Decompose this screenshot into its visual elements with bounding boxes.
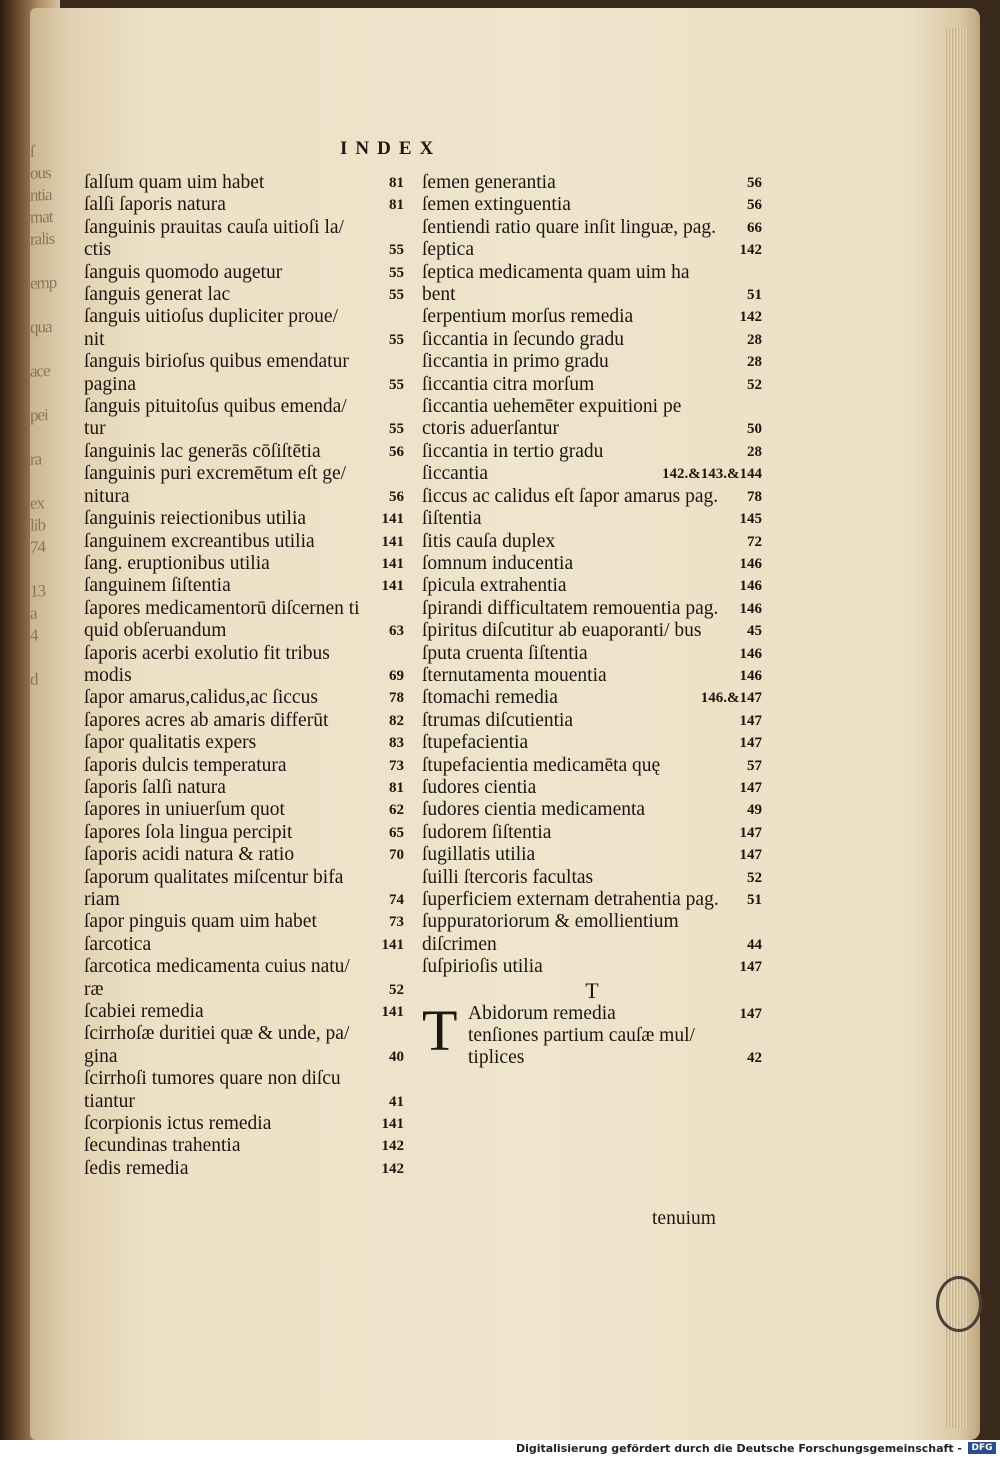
- index-entry: [84, 508, 404, 530]
- entry-term: ſuperficiem externam detrahentia pag.: [422, 889, 719, 910]
- entry-term: ſcirrhoſi tumores quare non diſcu tiantur: [84, 1068, 341, 1112]
- entry-term: ſanguinis prauitas cauſa uitioſi la/ ctis: [84, 216, 344, 261]
- index-entry: [422, 777, 762, 799]
- entry-page-number: 44: [747, 936, 762, 953]
- index-entry: [84, 822, 404, 844]
- entry-page-number: 62: [389, 802, 404, 819]
- entry-page-number: 42: [747, 1050, 762, 1067]
- entry-page-number: 70: [389, 847, 404, 864]
- entry-page-number: 141: [381, 1004, 404, 1021]
- entry-page-number: 73: [389, 914, 404, 931]
- entry-page-number: 56: [389, 488, 404, 505]
- index-entry: [84, 306, 404, 351]
- index-entry: [422, 620, 762, 642]
- entry-term: ſanguinis puri excremētum eſt ge/ nitura: [84, 463, 347, 507]
- entry-term: ſuſpirioſis utilia: [422, 956, 543, 978]
- entry-term: ſapores in uniuerſum quot: [84, 799, 285, 821]
- entry-term: ſapores medicamentorū diſcernen ti quid obſeruandum: [84, 597, 360, 642]
- entry-term: ſedis remedia: [84, 1157, 189, 1179]
- entry-page-number: 146: [739, 600, 762, 617]
- index-entry: [422, 665, 762, 687]
- entry-term: ſapores acres ab amaris differūt: [84, 709, 329, 731]
- entry-term: ſudores cientia: [422, 776, 537, 798]
- entry-term: ſapor qualitatis expers: [84, 732, 257, 754]
- entry-term: ſtupefacientia: [422, 732, 529, 754]
- index-entry: [422, 217, 762, 239]
- entry-term: ſputa cruenta ſiſtentia: [422, 642, 588, 664]
- entry-term: ſalſi ſaporis natura: [84, 194, 226, 216]
- entry-page-number: 52: [747, 869, 762, 886]
- entry-term: ſang. eruptionibus utilia: [84, 552, 270, 574]
- index-entry: [422, 643, 762, 665]
- entry-page-number: 146: [739, 555, 762, 572]
- index-entry: [84, 1001, 404, 1023]
- index-entry: [84, 956, 404, 1001]
- index-entry: [422, 194, 762, 216]
- entry-page-number: 82: [389, 712, 404, 729]
- index-entry: [422, 441, 762, 463]
- entry-page-number: 72: [747, 533, 762, 550]
- entry-term: ſentiendi ratio quare inſit linguæ, pag.: [422, 216, 717, 238]
- page-stack-edges: [946, 28, 968, 1428]
- entry-page-number: 56: [389, 443, 404, 460]
- index-entry: [84, 911, 404, 933]
- entry-page-number: 147: [739, 1005, 762, 1022]
- index-entry: [84, 1135, 404, 1157]
- index-entry: [422, 889, 762, 911]
- entry-page-number: 83: [389, 735, 404, 752]
- dropcap-letter: T: [422, 997, 458, 1063]
- entry-term: ſanguis birioſus quibus emendatur pagina: [84, 351, 349, 395]
- index-entry: [422, 687, 762, 709]
- entry-page-number: 74: [389, 892, 404, 908]
- entry-term: ſapores ſola lingua percipit: [84, 821, 293, 843]
- index-entry: [84, 1023, 404, 1068]
- index-entry: [422, 239, 762, 261]
- index-entry: [422, 463, 762, 485]
- entry-page-number: 51: [747, 892, 762, 908]
- entry-term: ſiſtentia: [422, 508, 482, 530]
- entry-page-number: 142: [381, 1160, 404, 1177]
- index-entry: [422, 732, 762, 754]
- entry-term: ſanguinem excreantibus utilia: [84, 530, 315, 552]
- index-entry: [422, 956, 762, 978]
- entry-page-number: 55: [389, 421, 404, 438]
- entry-term: ſeptica medicamenta quam uim ha bent: [422, 261, 690, 306]
- index-entry: [84, 463, 404, 508]
- index-entry: [84, 553, 404, 575]
- index-entry: [84, 531, 404, 553]
- entry-term: ſanguis uitioſus dupliciter proue/ nit: [84, 306, 339, 350]
- entry-term: ſpiritus diſcutitur ab euaporanti/ bus: [422, 620, 702, 642]
- index-entry: [422, 799, 762, 821]
- entry-page-number: 81: [389, 197, 404, 214]
- index-entry: [468, 1003, 762, 1025]
- entry-page-number: 147: [739, 824, 762, 841]
- entry-page-number: 65: [389, 824, 404, 841]
- t-section: [422, 997, 762, 1070]
- index-entry: [84, 172, 404, 194]
- entry-page-number: 55: [389, 331, 404, 348]
- footer-credit: Digitalisierung gefördert durch die Deutsche Forschungsgemeinschaft -: [515, 1442, 962, 1455]
- index-entry: [422, 508, 762, 530]
- entry-term: ſanguis pituitoſus quibus emenda/ tur: [84, 396, 347, 440]
- index-entry: [84, 643, 404, 688]
- entry-term: ſomnum inducentia: [422, 552, 574, 574]
- entry-page-number: 69: [389, 667, 404, 684]
- index-entry: [84, 799, 404, 821]
- entry-term: ſiccus ac calidus eſt ſapor amarus pag.: [422, 485, 719, 507]
- entry-page-number: 81: [389, 779, 404, 796]
- index-entry: [84, 351, 404, 396]
- index-entry: [422, 172, 762, 194]
- entry-page-number: 55: [389, 264, 404, 281]
- entry-page-number: 63: [389, 623, 404, 640]
- entry-term: ſugillatis utilia: [422, 844, 536, 866]
- entry-page-number: 78: [747, 488, 762, 505]
- index-entry: [84, 217, 404, 262]
- entry-term: ſudores cientia medicamenta: [422, 799, 646, 821]
- entry-term: ſanguis quomodo augetur: [84, 261, 283, 283]
- entry-page-number: 141: [381, 1116, 404, 1133]
- index-entry: [84, 598, 404, 643]
- entry-page-number: 142.&143.&144: [662, 466, 762, 483]
- index-entry: [422, 755, 762, 777]
- entry-term: Abidorum remedia: [468, 1002, 616, 1024]
- index-entry: [84, 732, 404, 754]
- entry-page-number: 146.&147: [700, 690, 762, 707]
- entry-term: ſanguinis lac generās cōſiſtētia: [84, 440, 321, 462]
- entry-page-number: 50: [747, 421, 762, 438]
- entry-term: ſiccantia: [422, 463, 489, 485]
- entry-page-number: 56: [747, 175, 762, 191]
- index-entry: [84, 710, 404, 732]
- clip-ring: [936, 1276, 982, 1332]
- entry-term: ſarcotica medicamenta cuius natu/ ræ: [84, 956, 350, 1000]
- entry-term: ſuilli ſtercoris facultas: [422, 866, 594, 888]
- entry-page-number: 146: [739, 578, 762, 595]
- entry-term: ſiccantia citra morſum: [422, 373, 595, 395]
- index-entry: [84, 867, 404, 912]
- index-entry: [84, 262, 404, 284]
- index-entry: [84, 777, 404, 799]
- index-entry: [422, 575, 762, 597]
- index-entry: [422, 486, 762, 508]
- index-entry: [422, 262, 762, 307]
- index-entry: [422, 844, 762, 866]
- entry-page-number: 28: [747, 354, 762, 371]
- entry-page-number: 52: [389, 981, 404, 998]
- entry-page-number: 49: [747, 802, 762, 819]
- index-entry: [84, 934, 404, 956]
- entry-page-number: 41: [389, 1093, 404, 1110]
- entry-page-number: 28: [747, 443, 762, 460]
- index-column-right: [422, 172, 762, 1070]
- entry-term: ſalſum quam uim habet: [84, 172, 265, 193]
- index-entry: [422, 867, 762, 889]
- index-entry: [422, 822, 762, 844]
- entry-page-number: 147: [739, 847, 762, 864]
- entry-term: ſaporis acidi natura & ratio: [84, 844, 295, 866]
- entry-page-number: 147: [739, 959, 762, 976]
- index-entry: [84, 194, 404, 216]
- entry-term: ſcorpionis ictus remedia: [84, 1113, 272, 1135]
- index-entry: [84, 844, 404, 866]
- entry-page-number: 28: [747, 331, 762, 348]
- entry-term: tenſiones partium cauſæ mul/ tiplices: [468, 1025, 695, 1069]
- entry-term: ſerpentium morſus remedia: [422, 306, 634, 328]
- entry-term: ſapor pinguis quam uim habet: [84, 911, 317, 933]
- entry-page-number: 55: [389, 287, 404, 304]
- entry-term: ſcabiei remedia: [84, 1001, 204, 1023]
- entry-page-number: 51: [747, 287, 762, 304]
- entry-term: ſternutamenta mouentia: [422, 664, 607, 686]
- entry-term: ſudorem ſiſtentia: [422, 821, 552, 843]
- entry-page-number: 73: [389, 757, 404, 774]
- entry-page-number: 78: [389, 690, 404, 707]
- index-entry: [422, 329, 762, 351]
- index-entry: [422, 306, 762, 328]
- index-entry: [422, 531, 762, 553]
- section-letter: T: [585, 977, 599, 1003]
- entry-term: ſtupefacientia medicamēta quę: [422, 754, 661, 776]
- catchword: tenuium: [652, 1208, 716, 1229]
- entry-page-number: 40: [389, 1048, 404, 1065]
- entry-term: ſiccantia in primo gradu: [422, 351, 609, 373]
- footer-bar: [0, 1440, 1000, 1457]
- index-entry: [422, 396, 762, 441]
- index-column-left: [84, 172, 404, 1180]
- entry-page-number: 55: [389, 242, 404, 259]
- dfg-logo: DFG: [968, 1442, 996, 1454]
- entry-page-number: 57: [747, 757, 762, 774]
- entry-page-number: 142: [739, 309, 762, 326]
- entry-term: ſaporis dulcis temperatura: [84, 754, 287, 776]
- entry-page-number: 81: [389, 175, 404, 191]
- entry-page-number: 147: [739, 779, 762, 796]
- entry-page-number: 55: [389, 376, 404, 393]
- index-entry: [84, 1158, 404, 1180]
- entry-term: ſuppuratoriorum & emollientium diſcrimen: [422, 911, 679, 955]
- entry-page-number: 147: [739, 735, 762, 752]
- entry-term: ſpirandi difficultatem remouentia pag.: [422, 597, 719, 619]
- entry-page-number: 141: [381, 555, 404, 572]
- index-entry: [84, 284, 404, 306]
- entry-term: ſarcotica: [84, 933, 152, 955]
- index-entry: [422, 351, 762, 373]
- index-entry: [422, 710, 762, 732]
- index-entry: [84, 1113, 404, 1135]
- entry-term: ſanguinis reiectionibus utilia: [84, 508, 307, 530]
- page-header: INDEX: [340, 138, 442, 159]
- entry-term: ſtrumas diſcutientia: [422, 709, 574, 731]
- index-entry: [84, 441, 404, 463]
- entry-page-number: 145: [739, 511, 762, 528]
- entry-page-number: 146: [739, 667, 762, 684]
- entry-term: ſitis cauſa duplex: [422, 530, 556, 552]
- entry-page-number: 141: [381, 533, 404, 550]
- entry-term: ſiccantia in ſecundo gradu: [422, 328, 624, 350]
- facing-page-bleed: ſ ous ntia mat ralis emp qua ace pei ra ex lib 74 13 a 4 d: [30, 141, 57, 689]
- entry-term: ſtomachi remedia: [422, 687, 558, 709]
- entry-term: ſiccantia in tertio gradu: [422, 440, 604, 462]
- entry-term: ſpicula extrahentia: [422, 575, 567, 597]
- index-entry: [84, 396, 404, 441]
- index-entry: [422, 598, 762, 620]
- entry-term: ſaporis acerbi exolutio fit tribus modis: [84, 642, 330, 686]
- index-entry: [84, 755, 404, 777]
- entry-term: ſapor amarus,calidus,ac ſiccus: [84, 687, 318, 709]
- entry-page-number: 142: [381, 1138, 404, 1155]
- entry-page-number: 56: [747, 197, 762, 214]
- entry-term: ſiccantia uehemēter expuitioni pe ctoris aduerſantur: [422, 396, 682, 440]
- entry-page-number: 66: [747, 219, 762, 236]
- entry-page-number: 142: [739, 242, 762, 259]
- entry-term: ſemen generantia: [422, 172, 556, 193]
- entry-term: ſaporis ſalſi natura: [84, 776, 226, 798]
- index-entry: [422, 374, 762, 396]
- index-entry: [468, 1025, 762, 1070]
- index-entry: [422, 911, 762, 956]
- entry-term: ſecundinas trahentia: [84, 1135, 241, 1157]
- entry-page-number: 141: [381, 936, 404, 953]
- entry-page-number: 141: [381, 578, 404, 595]
- entry-page-number: 52: [747, 376, 762, 393]
- entry-term: ſeptica: [422, 239, 474, 261]
- entry-term: ſanguis generat lac: [84, 284, 231, 306]
- entry-term: ſanguinem ſiſtentia: [84, 575, 231, 597]
- index-entry: [422, 553, 762, 575]
- index-entry: [84, 687, 404, 709]
- entry-page-number: 45: [747, 623, 762, 640]
- entry-term: ſcirrhoſæ duritiei quæ & unde, pa/ gina: [84, 1023, 350, 1067]
- entry-page-number: 146: [739, 645, 762, 662]
- entry-term: ſaporum qualitates miſcentur bifa riam: [84, 866, 344, 910]
- index-entry: [84, 575, 404, 597]
- entry-term: ſemen extinguentia: [422, 194, 571, 216]
- entry-page-number: 147: [739, 712, 762, 729]
- entry-page-number: 141: [381, 511, 404, 528]
- index-entry: [84, 1068, 404, 1113]
